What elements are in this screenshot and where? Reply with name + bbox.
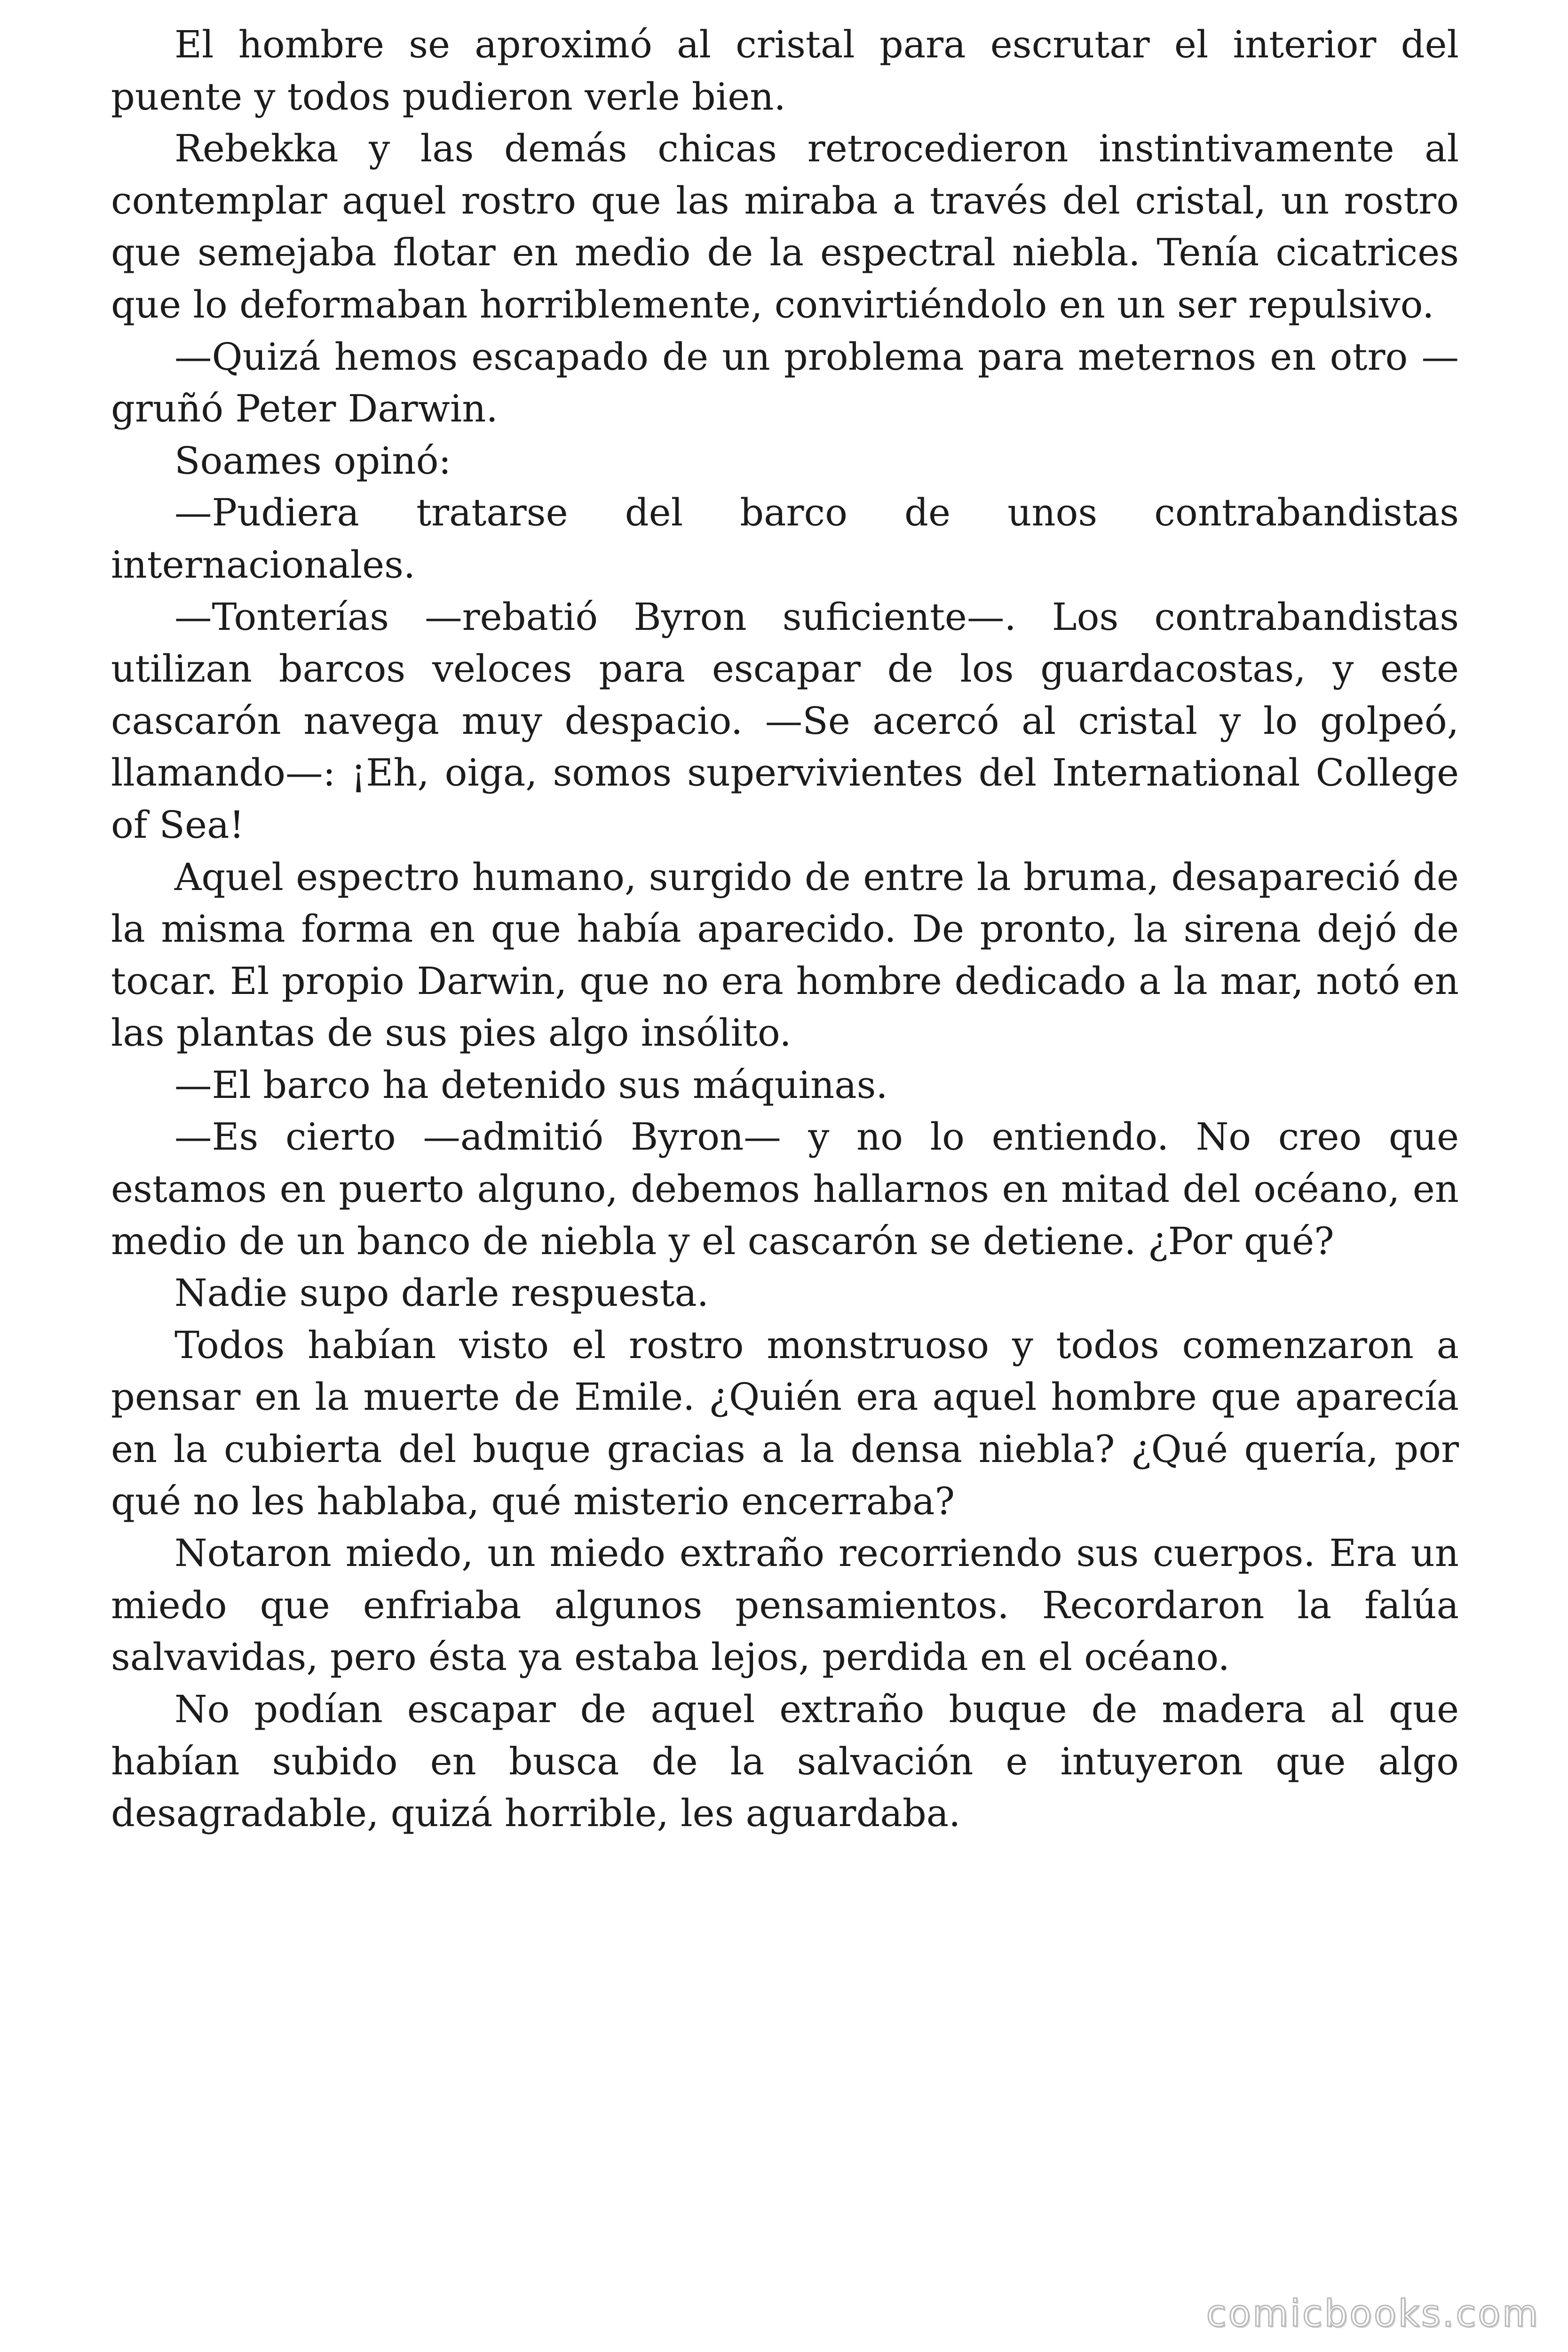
paragraph: Soames opinó: — [174, 438, 451, 483]
paragraph: Aquel espectro humano, surgido de entre la bruma, desapareció de la misma forma en que había aparecido. De pronto, la sirena dejó de tocar. El propio Darwin, que no era hombre dedicado a la mar, notó en las plantas de sus pies algo insólito. — [111, 855, 1459, 1055]
paragraph: —El barco ha detenido sus máquinas. — [174, 1063, 888, 1107]
paragraph: Todos habían visto el rostro monstruoso y todos comenzaron a pensar en la muerte de Emile. ¿Quién era aquel hombre que aparecía en la cubierta del buque gracias a la densa niebla? ¿Qué quería, por qué no les hablaba, qué misterio encerraba? — [111, 1323, 1459, 1523]
page-body — [111, 19, 1459, 1840]
paragraph: —Tonterías —rebatió Byron suficiente—. Los contrabandistas utilizan barcos veloces para escapar de los guardacostas, y este cascarón navega muy despacio. —Se acercó al cristal y lo golpeó, llamando—: ¡Eh, oiga, somos supervivientes del International College of Sea! — [111, 595, 1459, 847]
watermark: comicbooks.com — [1206, 2293, 1540, 2335]
paragraph: Rebekka y las demás chicas retrocedieron instintivamente al contemplar aquel rostro que las miraba a través del cristal, un rostro que semejaba flotar en medio de la espectral niebla. Tenía cicatrices que lo deformaban horriblemente, convirtiéndolo en un ser repulsivo. — [111, 127, 1459, 326]
paragraph: No podían escapar de aquel extraño buque de madera al que habían subido en busca de la salvación e intuyeron que algo desagradable, quizá horrible, les aguardaba. — [111, 1687, 1459, 1836]
paragraph: Nadie supo darle respuesta. — [174, 1271, 709, 1315]
paragraph: —Es cierto —admitió Byron— y no lo entiendo. No creo que estamos en puerto alguno, debemos hallarnos en mitad del océano, en medio de un banco de niebla y el cascarón se detiene. ¿Por qué? — [111, 1115, 1459, 1263]
paragraph: —Pudiera tratarse del barco de unos contrabandistas internacionales. — [111, 491, 1459, 587]
paragraph: —Quizá hemos escapado de un problema para meternos en otro —gruñó Peter Darwin. — [111, 334, 1459, 431]
paragraph: El hombre se aproximó al cristal para escrutar el interior del puente y todos pudieron verle bien. — [111, 23, 1459, 119]
paragraph: Notaron miedo, un miedo extraño recorriendo sus cuerpos. Era un miedo que enfriaba algunos pensamientos. Recordaron la falúa salvavidas, pero ésta ya estaba lejos, perdida en el océano. — [111, 1531, 1459, 1679]
